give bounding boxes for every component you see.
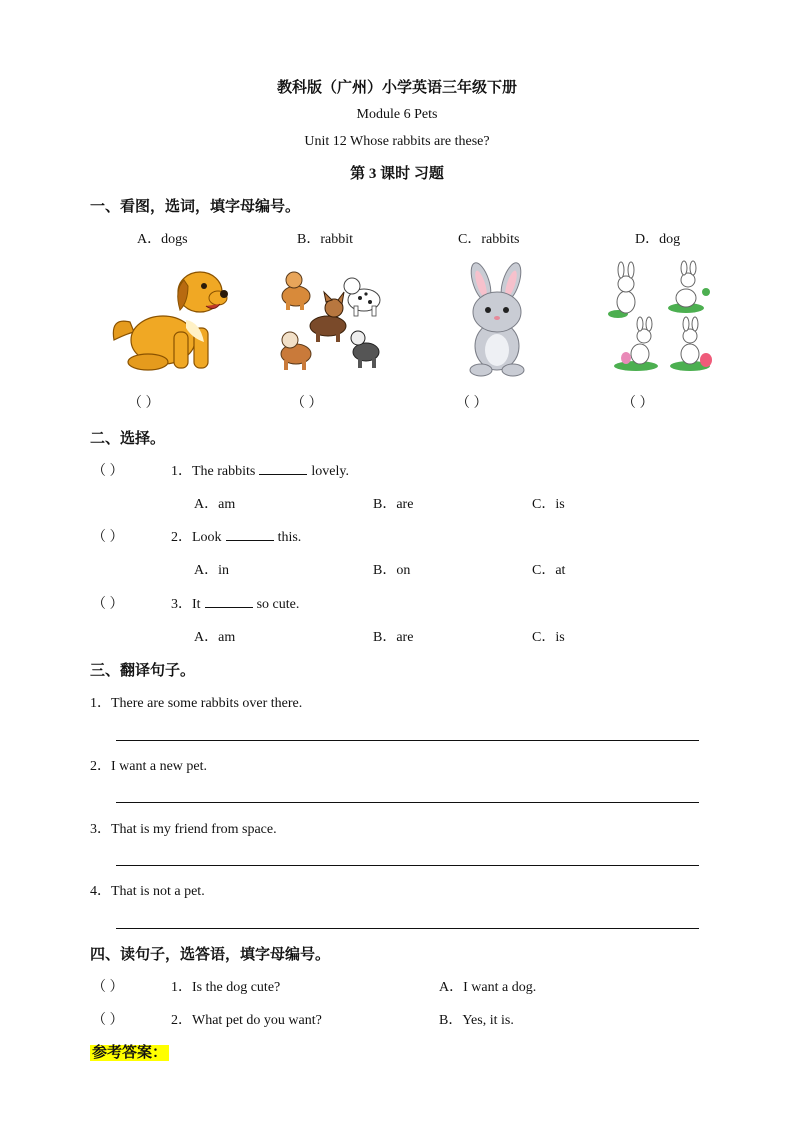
q1-text	[171, 460, 349, 480]
q2-text	[171, 526, 301, 546]
s4-answer-a: A．I want a dog.	[439, 980, 537, 995]
translation-line-3[interactable]	[116, 865, 699, 866]
q1-post: lovely.	[311, 464, 349, 479]
q3-option-a: A．am	[194, 630, 236, 645]
s4-answer-b: B．Yes, it is.	[439, 1013, 514, 1028]
translation-line-4[interactable]	[116, 928, 699, 929]
q3-option-b: B．are	[373, 630, 414, 645]
option-c: C．rabbits	[458, 232, 520, 247]
doc-title: 教科版（广州）小学英语三年级下册	[276, 80, 517, 96]
lesson-title: 第 3 课时 习题	[350, 166, 444, 182]
section4-heading: 四、读句子，选答语，填字母编号。	[90, 947, 331, 963]
translation-line-2[interactable]	[116, 802, 699, 803]
dogs-picture	[278, 268, 386, 372]
q2-paren[interactable]: （ ）	[92, 530, 124, 545]
option-a: A．dogs	[137, 232, 188, 247]
section3-heading: 三、翻译句子。	[90, 663, 196, 679]
answer-key-label	[90, 1041, 169, 1062]
q3-option-c: C．is	[532, 630, 565, 645]
s4-q1-paren[interactable]: （ ）	[92, 980, 124, 995]
rabbits-picture	[606, 262, 718, 374]
section2-heading: 二、选择。	[90, 431, 166, 447]
module-title: Module 6 Pets	[356, 107, 438, 122]
q2-blank[interactable]	[226, 528, 274, 541]
answer-key-text: 参考答案：	[92, 1045, 168, 1061]
q2-post: this.	[277, 530, 302, 545]
q2-pre: 2．Look	[171, 530, 222, 545]
rabbit-picture	[455, 262, 539, 378]
option-d: D．dog	[635, 232, 681, 247]
q1-option-c: C．is	[532, 497, 565, 512]
dog-picture	[108, 262, 228, 374]
s4-q2-paren[interactable]: （ ）	[92, 1013, 124, 1028]
answer-paren-2[interactable]: （ ）	[291, 396, 323, 411]
sentence-2: 2．I want a new pet.	[90, 759, 208, 774]
q1-blank[interactable]	[259, 462, 307, 475]
s4-q2-text: 2．What pet do you want?	[171, 1013, 322, 1028]
sentence-4: 4．That is not a pet.	[90, 884, 205, 899]
translation-line-1[interactable]	[116, 740, 699, 741]
q3-blank[interactable]	[205, 595, 253, 608]
answer-paren-4[interactable]: （ ）	[622, 396, 654, 411]
q3-pre: 3．It	[171, 597, 201, 612]
q2-option-b: B．on	[373, 563, 411, 578]
q3-post: so cute.	[256, 597, 300, 612]
q1-pre: 1．The rabbits	[171, 464, 256, 479]
sentence-3: 3．That is my friend from space.	[90, 822, 277, 837]
answer-paren-3[interactable]: （ ）	[456, 396, 488, 411]
q3-paren[interactable]: （ ）	[92, 597, 124, 612]
unit-title: Unit 12 Whose rabbits are these?	[304, 134, 490, 149]
q3-text	[171, 593, 299, 613]
answer-paren-1[interactable]: （ ）	[128, 396, 160, 411]
q1-option-b: B．are	[373, 497, 414, 512]
q1-paren[interactable]: （ ）	[92, 464, 124, 479]
q1-option-a: A．am	[194, 497, 236, 512]
section1-heading: 一、看图，选词，填字母编号。	[90, 199, 301, 215]
s4-q1-text: 1．Is the dog cute?	[171, 980, 281, 995]
q2-option-a: A．in	[194, 563, 229, 578]
sentence-1: 1．There are some rabbits over there.	[90, 696, 303, 711]
q2-option-c: C．at	[532, 563, 566, 578]
option-b: B．rabbit	[297, 232, 353, 247]
